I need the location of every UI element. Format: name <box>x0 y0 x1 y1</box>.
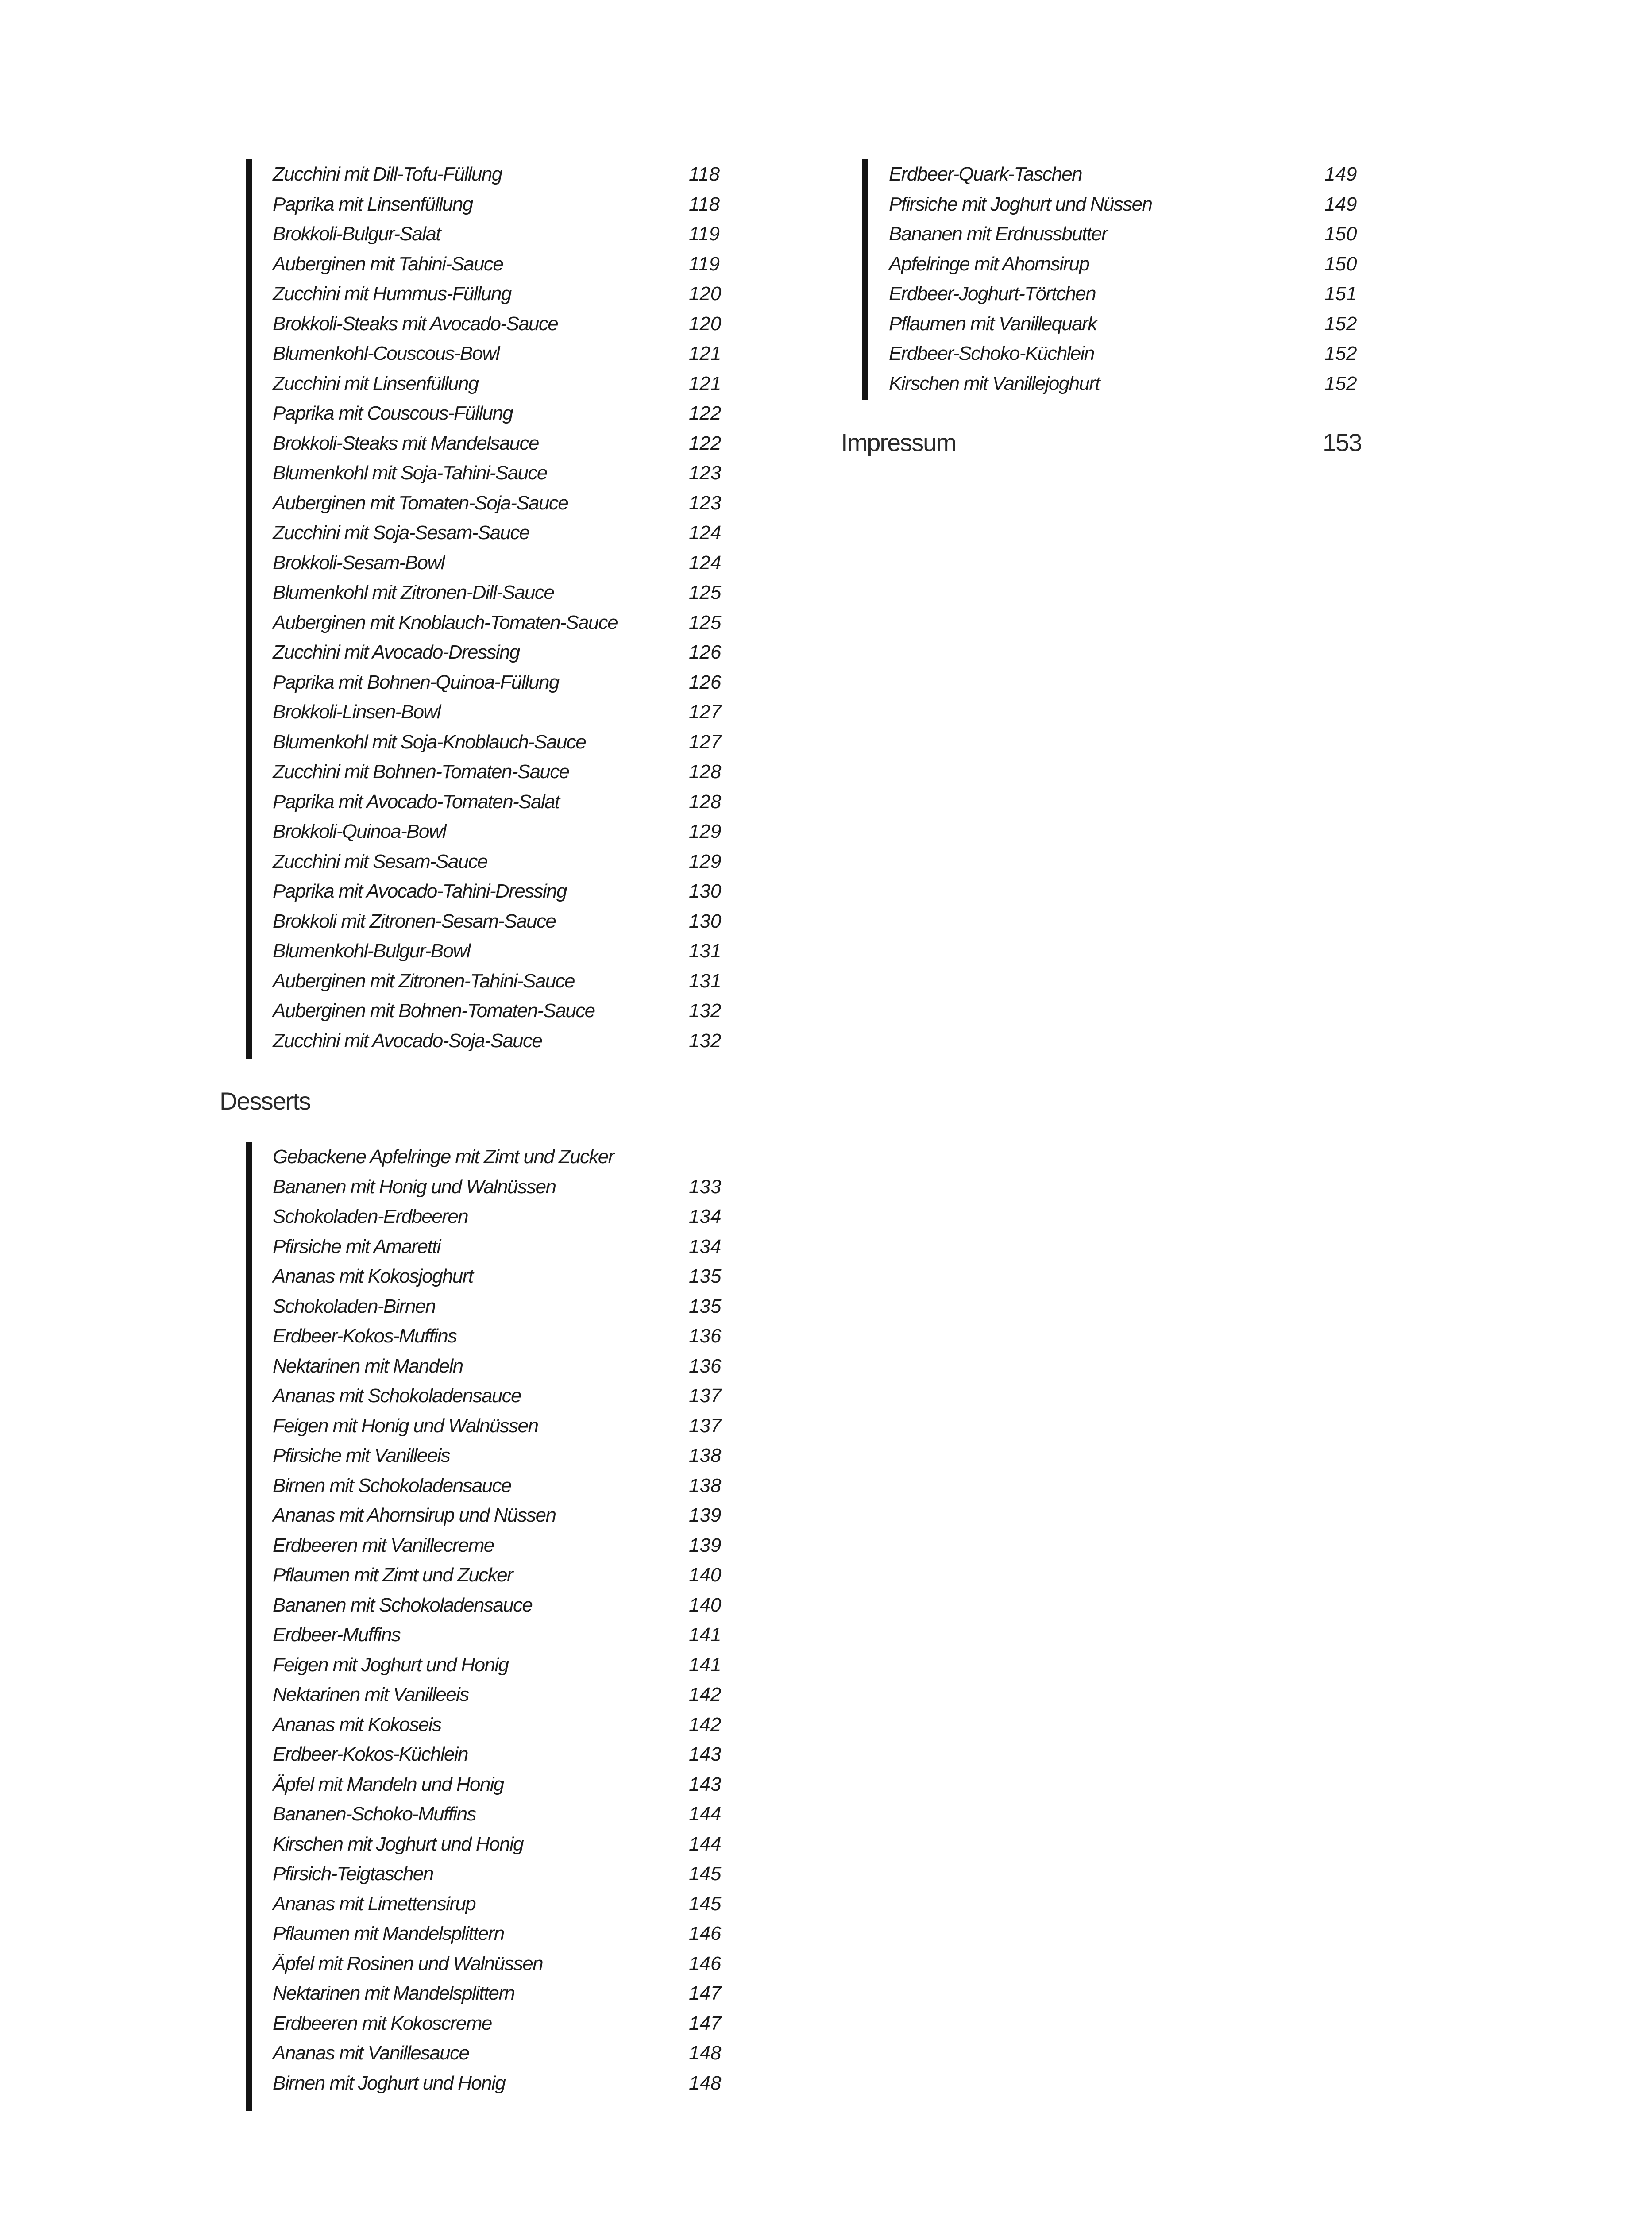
toc-entry[interactable] <box>246 817 777 847</box>
toc-entry-page: 132 <box>689 1029 722 1052</box>
toc-entry-title: Bananen-Schoko-Muffins <box>273 1803 476 1825</box>
toc-entry-page: 150 <box>1324 253 1357 275</box>
toc-entry[interactable] <box>862 369 1482 399</box>
toc-entry[interactable] <box>246 1560 777 1590</box>
toc-entry[interactable] <box>862 309 1482 339</box>
toc-entry-title: Bananen mit Honig und Walnüssen <box>273 1176 556 1198</box>
toc-entry-title: Blumenkohl-Bulgur-Bowl <box>273 940 470 962</box>
toc-entry[interactable] <box>246 1026 777 1056</box>
toc-entry-title: Blumenkohl mit Soja-Tahini-Sauce <box>273 462 547 484</box>
toc-entry[interactable] <box>246 1321 777 1351</box>
toc-entry[interactable] <box>862 219 1482 249</box>
toc-entry[interactable] <box>246 548 777 578</box>
toc-entry[interactable] <box>246 2038 777 2068</box>
toc-entry-page: 128 <box>689 790 722 813</box>
recipe-list-vegetables <box>246 159 777 1059</box>
toc-entry-title: Zucchini mit Soja-Sesam-Sauce <box>273 522 529 544</box>
toc-entry-page: 140 <box>689 1564 722 1586</box>
toc-entry-title: Zucchini mit Bohnen-Tomaten-Sauce <box>273 761 569 783</box>
toc-entry-page: 139 <box>689 1534 722 1556</box>
toc-entry-title: Auberginen mit Zitronen-Tahini-Sauce <box>273 970 575 992</box>
toc-entry-title: Pfirsiche mit Joghurt und Nüssen <box>889 193 1152 215</box>
toc-entry[interactable] <box>246 1620 777 1650</box>
toc-entry[interactable] <box>246 787 777 817</box>
toc-entry[interactable] <box>246 189 777 220</box>
recipe-list-desserts <box>246 1142 777 2111</box>
toc-entry-page: 142 <box>689 1684 722 1705</box>
toc-entry-page: 118 <box>689 193 720 215</box>
toc-entry-title: Auberginen mit Knoblauch-Tomaten-Sauce <box>273 611 618 633</box>
toc-entry-page: 140 <box>689 1594 722 1616</box>
toc-entry[interactable] <box>246 1172 777 1202</box>
toc-entry-page: 121 <box>689 343 722 364</box>
toc-entry-page: 137 <box>689 1385 722 1407</box>
toc-entry-title: Ananas mit Kokoseis <box>273 1713 441 1735</box>
toc-entry-page: 152 <box>1324 312 1357 335</box>
toc-entry[interactable] <box>246 1411 777 1441</box>
toc-entry-page: 127 <box>689 731 722 753</box>
toc-entry[interactable] <box>862 189 1482 220</box>
toc-entry-title: Äpfel mit Rosinen und Walnüssen <box>273 1952 543 1974</box>
toc-entry-page: 123 <box>689 492 722 514</box>
toc-entry-page: 138 <box>689 1445 722 1466</box>
toc-entry[interactable] <box>246 1441 777 1471</box>
toc-entry-page: 144 <box>689 1833 722 1855</box>
toc-entry-page: 131 <box>689 970 722 992</box>
toc-entry[interactable] <box>246 1739 777 1770</box>
toc-entry-page: 143 <box>689 1743 722 1765</box>
toc-entry[interactable] <box>246 2009 777 2039</box>
toc-entry[interactable] <box>246 1292 777 1322</box>
toc-entry-title: Erdbeer-Kokos-Muffins <box>273 1325 457 1347</box>
toc-entry[interactable] <box>246 369 777 399</box>
toc-entry-page: 145 <box>689 1893 722 1915</box>
toc-entry-page: 133 <box>689 1176 722 1198</box>
toc-entry-title: Erdbeer-Quark-Taschen <box>889 163 1082 185</box>
toc-entry-page: 119 <box>689 223 720 245</box>
toc-entry-page: 120 <box>689 312 722 335</box>
toc-entry-page: 138 <box>689 1474 722 1496</box>
toc-entry[interactable] <box>246 428 777 459</box>
toc-entry-title: Paprika mit Linsenfüllung <box>273 193 473 215</box>
toc-entry-title: Ananas mit Schokoladensauce <box>273 1385 521 1407</box>
toc-entry-page: 127 <box>689 701 722 723</box>
toc-entry-title: Brokkoli-Sesam-Bowl <box>273 551 444 574</box>
toc-entry-page: 126 <box>689 641 722 663</box>
toc-entry-title: Apfelringe mit Ahornsirup <box>889 253 1089 275</box>
toc-entry-title: Brokkoli-Linsen-Bowl <box>273 701 440 723</box>
toc-entry-page: 124 <box>689 522 722 544</box>
toc-entry-title: Kirschen mit Vanillejoghurt <box>889 372 1100 394</box>
toc-entry-page: 132 <box>689 1000 722 1022</box>
toc-entry-title: Ananas mit Kokosjoghurt <box>273 1265 473 1287</box>
toc-entry-title: Erdbeeren mit Kokoscreme <box>273 2012 492 2034</box>
toc-entry[interactable] <box>246 1381 777 1411</box>
toc-entry-page: 135 <box>689 1265 722 1287</box>
toc-entry[interactable] <box>246 398 777 428</box>
toc-entry[interactable] <box>246 876 777 906</box>
toc-entry[interactable] <box>246 906 777 937</box>
toc-entry[interactable] <box>246 2068 777 2098</box>
toc-entry-title: Erdbeer-Kokos-Küchlein <box>273 1743 468 1765</box>
toc-entry-title: Nektarinen mit Mandeln <box>273 1355 463 1377</box>
toc-entry[interactable] <box>246 847 777 877</box>
toc-entry-page: 145 <box>689 1863 722 1885</box>
toc-entry-title: Nektarinen mit Mandelsplittern <box>273 1982 515 2004</box>
toc-entry-title: Zucchini mit Linsenfüllung <box>273 372 479 394</box>
toc-entry-page: 152 <box>1324 372 1357 394</box>
toc-entry-title: Paprika mit Couscous-Füllung <box>273 402 513 424</box>
toc-entry-title: Paprika mit Avocado-Tomaten-Salat <box>273 790 560 813</box>
toc-entry[interactable] <box>246 1949 777 1979</box>
toc-entry-title: Ananas mit Ahornsirup und Nüssen <box>273 1504 556 1526</box>
toc-entry[interactable] <box>246 1799 777 1829</box>
toc-entry-title: Brokkoli-Quinoa-Bowl <box>273 821 446 842</box>
toc-entry-page: 123 <box>689 462 722 484</box>
toc-entry[interactable] <box>246 458 777 488</box>
toc-entry-page: 128 <box>689 761 722 783</box>
toc-entry[interactable] <box>246 1710 777 1740</box>
toc-entry-title: Bananen mit Erdnussbutter <box>889 223 1108 245</box>
toc-entry[interactable] <box>862 159 1482 189</box>
toc-entry-page: 151 <box>1324 283 1357 305</box>
toc-entry[interactable] <box>246 518 777 548</box>
toc-entry-title: Brokkoli-Steaks mit Avocado-Sauce <box>273 312 558 335</box>
toc-entry-title: Pfirsiche mit Vanilleeis <box>273 1445 450 1466</box>
toc-entry-title: Blumenkohl mit Zitronen-Dill-Sauce <box>273 582 554 603</box>
toc-entry[interactable] <box>246 936 777 966</box>
toc-entry-title: Blumenkohl mit Soja-Knoblauch-Sauce <box>273 731 586 753</box>
toc-entry-page: 146 <box>689 1952 722 1974</box>
recipe-list-desserts-continued <box>862 159 1482 400</box>
toc-entry-page: 142 <box>689 1713 722 1735</box>
toc-entry-title: Birnen mit Schokoladensauce <box>273 1474 511 1496</box>
toc-entry-page: 150 <box>1324 223 1357 245</box>
toc-entry-title: Paprika mit Bohnen-Quinoa-Füllung <box>273 671 559 693</box>
toc-entry-page: 130 <box>689 910 722 932</box>
toc-entry-title: Erdbeer-Joghurt-Törtchen <box>889 283 1096 305</box>
toc-entry-page: 149 <box>1324 193 1357 215</box>
toc-entry-title: Feigen mit Honig und Walnüssen <box>273 1415 538 1437</box>
toc-entry-title: Paprika mit Avocado-Tahini-Dressing <box>273 880 567 902</box>
toc-entry-page: 141 <box>689 1624 722 1646</box>
toc-entry[interactable] <box>246 697 777 727</box>
toc-entry-impressum[interactable]: Impressum <box>841 428 956 456</box>
toc-entry-title: Äpfel mit Mandeln und Honig <box>273 1773 504 1795</box>
toc-entry-page: 148 <box>689 2072 722 2094</box>
toc-entry-title: Nektarinen mit Vanilleeis <box>273 1684 469 1705</box>
toc-entry[interactable] <box>246 159 777 189</box>
toc-entry[interactable] <box>246 637 777 667</box>
toc-entry-page: 149 <box>1324 163 1357 185</box>
toc-entry-title: Auberginen mit Tomaten-Soja-Sauce <box>273 492 568 514</box>
toc-entry-page: 125 <box>689 611 722 633</box>
toc-entry-page: 134 <box>689 1206 722 1227</box>
toc-entry-page: 122 <box>689 432 722 454</box>
toc-entry-title: Gebackene Apfelringe mit Zimt und Zucker <box>273 1146 614 1168</box>
toc-entry[interactable] <box>246 1889 777 1919</box>
toc-entry-title: Kirschen mit Joghurt und Honig <box>273 1833 523 1855</box>
toc-entry[interactable] <box>246 996 777 1026</box>
toc-entry[interactable] <box>862 249 1482 279</box>
toc-entry[interactable] <box>246 1650 777 1680</box>
toc-entry-page: 135 <box>689 1295 722 1317</box>
toc-entry-page: 136 <box>689 1325 722 1347</box>
toc-entry-title: Brokkoli-Bulgur-Salat <box>273 223 440 245</box>
toc-entry-page: 147 <box>689 2012 722 2034</box>
toc-entry-title: Brokkoli-Steaks mit Mandelsauce <box>273 432 539 454</box>
toc-entry-page: 124 <box>689 551 722 574</box>
toc-entry[interactable] <box>246 1859 777 1889</box>
toc-entry[interactable] <box>246 1261 777 1292</box>
toc-entry-title: Ananas mit Vanillesauce <box>273 2042 469 2064</box>
toc-entry[interactable] <box>246 309 777 339</box>
toc-entry[interactable] <box>246 249 777 279</box>
toc-entry-title: Schokoladen-Erdbeeren <box>273 1206 468 1227</box>
toc-entry-title: Blumenkohl-Couscous-Bowl <box>273 343 499 364</box>
toc-entry-title: Pflaumen mit Zimt und Zucker <box>273 1564 513 1586</box>
toc-entry-title: Bananen mit Schokoladensauce <box>273 1594 533 1616</box>
toc-entry-page: 126 <box>689 671 722 693</box>
toc-entry-page: 148 <box>689 2042 722 2064</box>
toc-entry[interactable] <box>246 1351 777 1381</box>
toc-entry-page: 131 <box>689 940 722 962</box>
toc-entry-title: Erdbeer-Muffins <box>273 1624 401 1646</box>
toc-entry[interactable] <box>246 1919 777 1949</box>
toc-entry-page: 147 <box>689 1982 722 2004</box>
section-heading-desserts: Desserts <box>220 1087 310 1115</box>
toc-entry-title: Schokoladen-Birnen <box>273 1295 436 1317</box>
toc-entry-title: Pfirsiche mit Amaretti <box>273 1235 440 1257</box>
toc-entry[interactable] <box>246 279 777 309</box>
toc-entry[interactable] <box>246 1471 777 1501</box>
toc-entry[interactable] <box>862 339 1482 369</box>
toc-entry[interactable] <box>246 608 777 638</box>
toc-entry-page: 121 <box>689 372 722 394</box>
toc-entry-page: 152 <box>1324 343 1357 364</box>
toc-entry[interactable] <box>246 219 777 249</box>
toc-entry-page: 129 <box>689 821 722 842</box>
toc-entry-page: 129 <box>689 850 722 872</box>
toc-entry[interactable] <box>246 1770 777 1800</box>
toc-entry[interactable] <box>862 279 1482 309</box>
toc-entry-page: 144 <box>689 1803 722 1825</box>
toc-entry-page: 134 <box>689 1235 722 1257</box>
toc-entry-title: Ananas mit Limettensirup <box>273 1893 476 1915</box>
toc-entry[interactable] <box>246 727 777 757</box>
toc-entry[interactable] <box>246 1500 777 1531</box>
toc-entry-page: 125 <box>689 582 722 603</box>
toc-entry[interactable] <box>246 1829 777 1859</box>
toc-entry-title: Zucchini mit Hummus-Füllung <box>273 283 511 305</box>
toc-entry[interactable] <box>246 1680 777 1710</box>
toc-entry-title: Erdbeeren mit Vanillecreme <box>273 1534 494 1556</box>
toc-entry[interactable] <box>246 1142 777 1172</box>
toc-entry-title: Zucchini mit Avocado-Dressing <box>273 641 520 663</box>
toc-entry[interactable] <box>246 667 777 698</box>
toc-entry[interactable] <box>246 1232 777 1262</box>
toc-page-impressum: 153 <box>1323 428 1362 456</box>
toc-entry-title: Zucchini mit Dill-Tofu-Füllung <box>273 163 502 185</box>
toc-entry-title: Auberginen mit Tahini-Sauce <box>273 253 503 275</box>
toc-entry[interactable] <box>246 966 777 996</box>
toc-entry-title: Brokkoli mit Zitronen-Sesam-Sauce <box>273 910 556 932</box>
toc-entry-title: Auberginen mit Bohnen-Tomaten-Sauce <box>273 1000 595 1022</box>
toc-entry[interactable] <box>246 1531 777 1561</box>
toc-entry-page: 139 <box>689 1504 722 1526</box>
toc-entry-page: 136 <box>689 1355 722 1377</box>
toc-entry-page: 118 <box>689 163 720 185</box>
toc-entry-title: Pflaumen mit Vanillequark <box>889 312 1097 335</box>
toc-entry-title: Erdbeer-Schoko-Küchlein <box>889 343 1094 364</box>
toc-entry-title: Zucchini mit Avocado-Soja-Sauce <box>273 1029 542 1052</box>
toc-entry-title: Birnen mit Joghurt und Honig <box>273 2072 506 2094</box>
toc-entry[interactable] <box>246 1590 777 1620</box>
toc-entry-page: 137 <box>689 1415 722 1437</box>
toc-entry[interactable] <box>246 578 777 608</box>
toc-entry[interactable] <box>246 1202 777 1232</box>
toc-entry-title: Zucchini mit Sesam-Sauce <box>273 850 487 872</box>
toc-entry-title: Pflaumen mit Mandelsplittern <box>273 1923 504 1944</box>
toc-entry-page: 119 <box>689 253 720 275</box>
toc-entry-page: 122 <box>689 402 722 424</box>
toc-entry[interactable] <box>246 488 777 518</box>
toc-entry-page: 130 <box>689 880 722 902</box>
toc-entry-title: Feigen mit Joghurt und Honig <box>273 1654 509 1676</box>
toc-entry-page: 146 <box>689 1923 722 1944</box>
toc-entry-page: 141 <box>689 1654 722 1676</box>
toc-entry-page: 143 <box>689 1773 722 1795</box>
toc-entry-page: 120 <box>689 283 722 305</box>
toc-entry[interactable] <box>246 1978 777 2009</box>
toc-entry-title: Pfirsich-Teigtaschen <box>273 1863 433 1885</box>
toc-entry[interactable] <box>246 757 777 787</box>
toc-entry[interactable] <box>246 339 777 369</box>
